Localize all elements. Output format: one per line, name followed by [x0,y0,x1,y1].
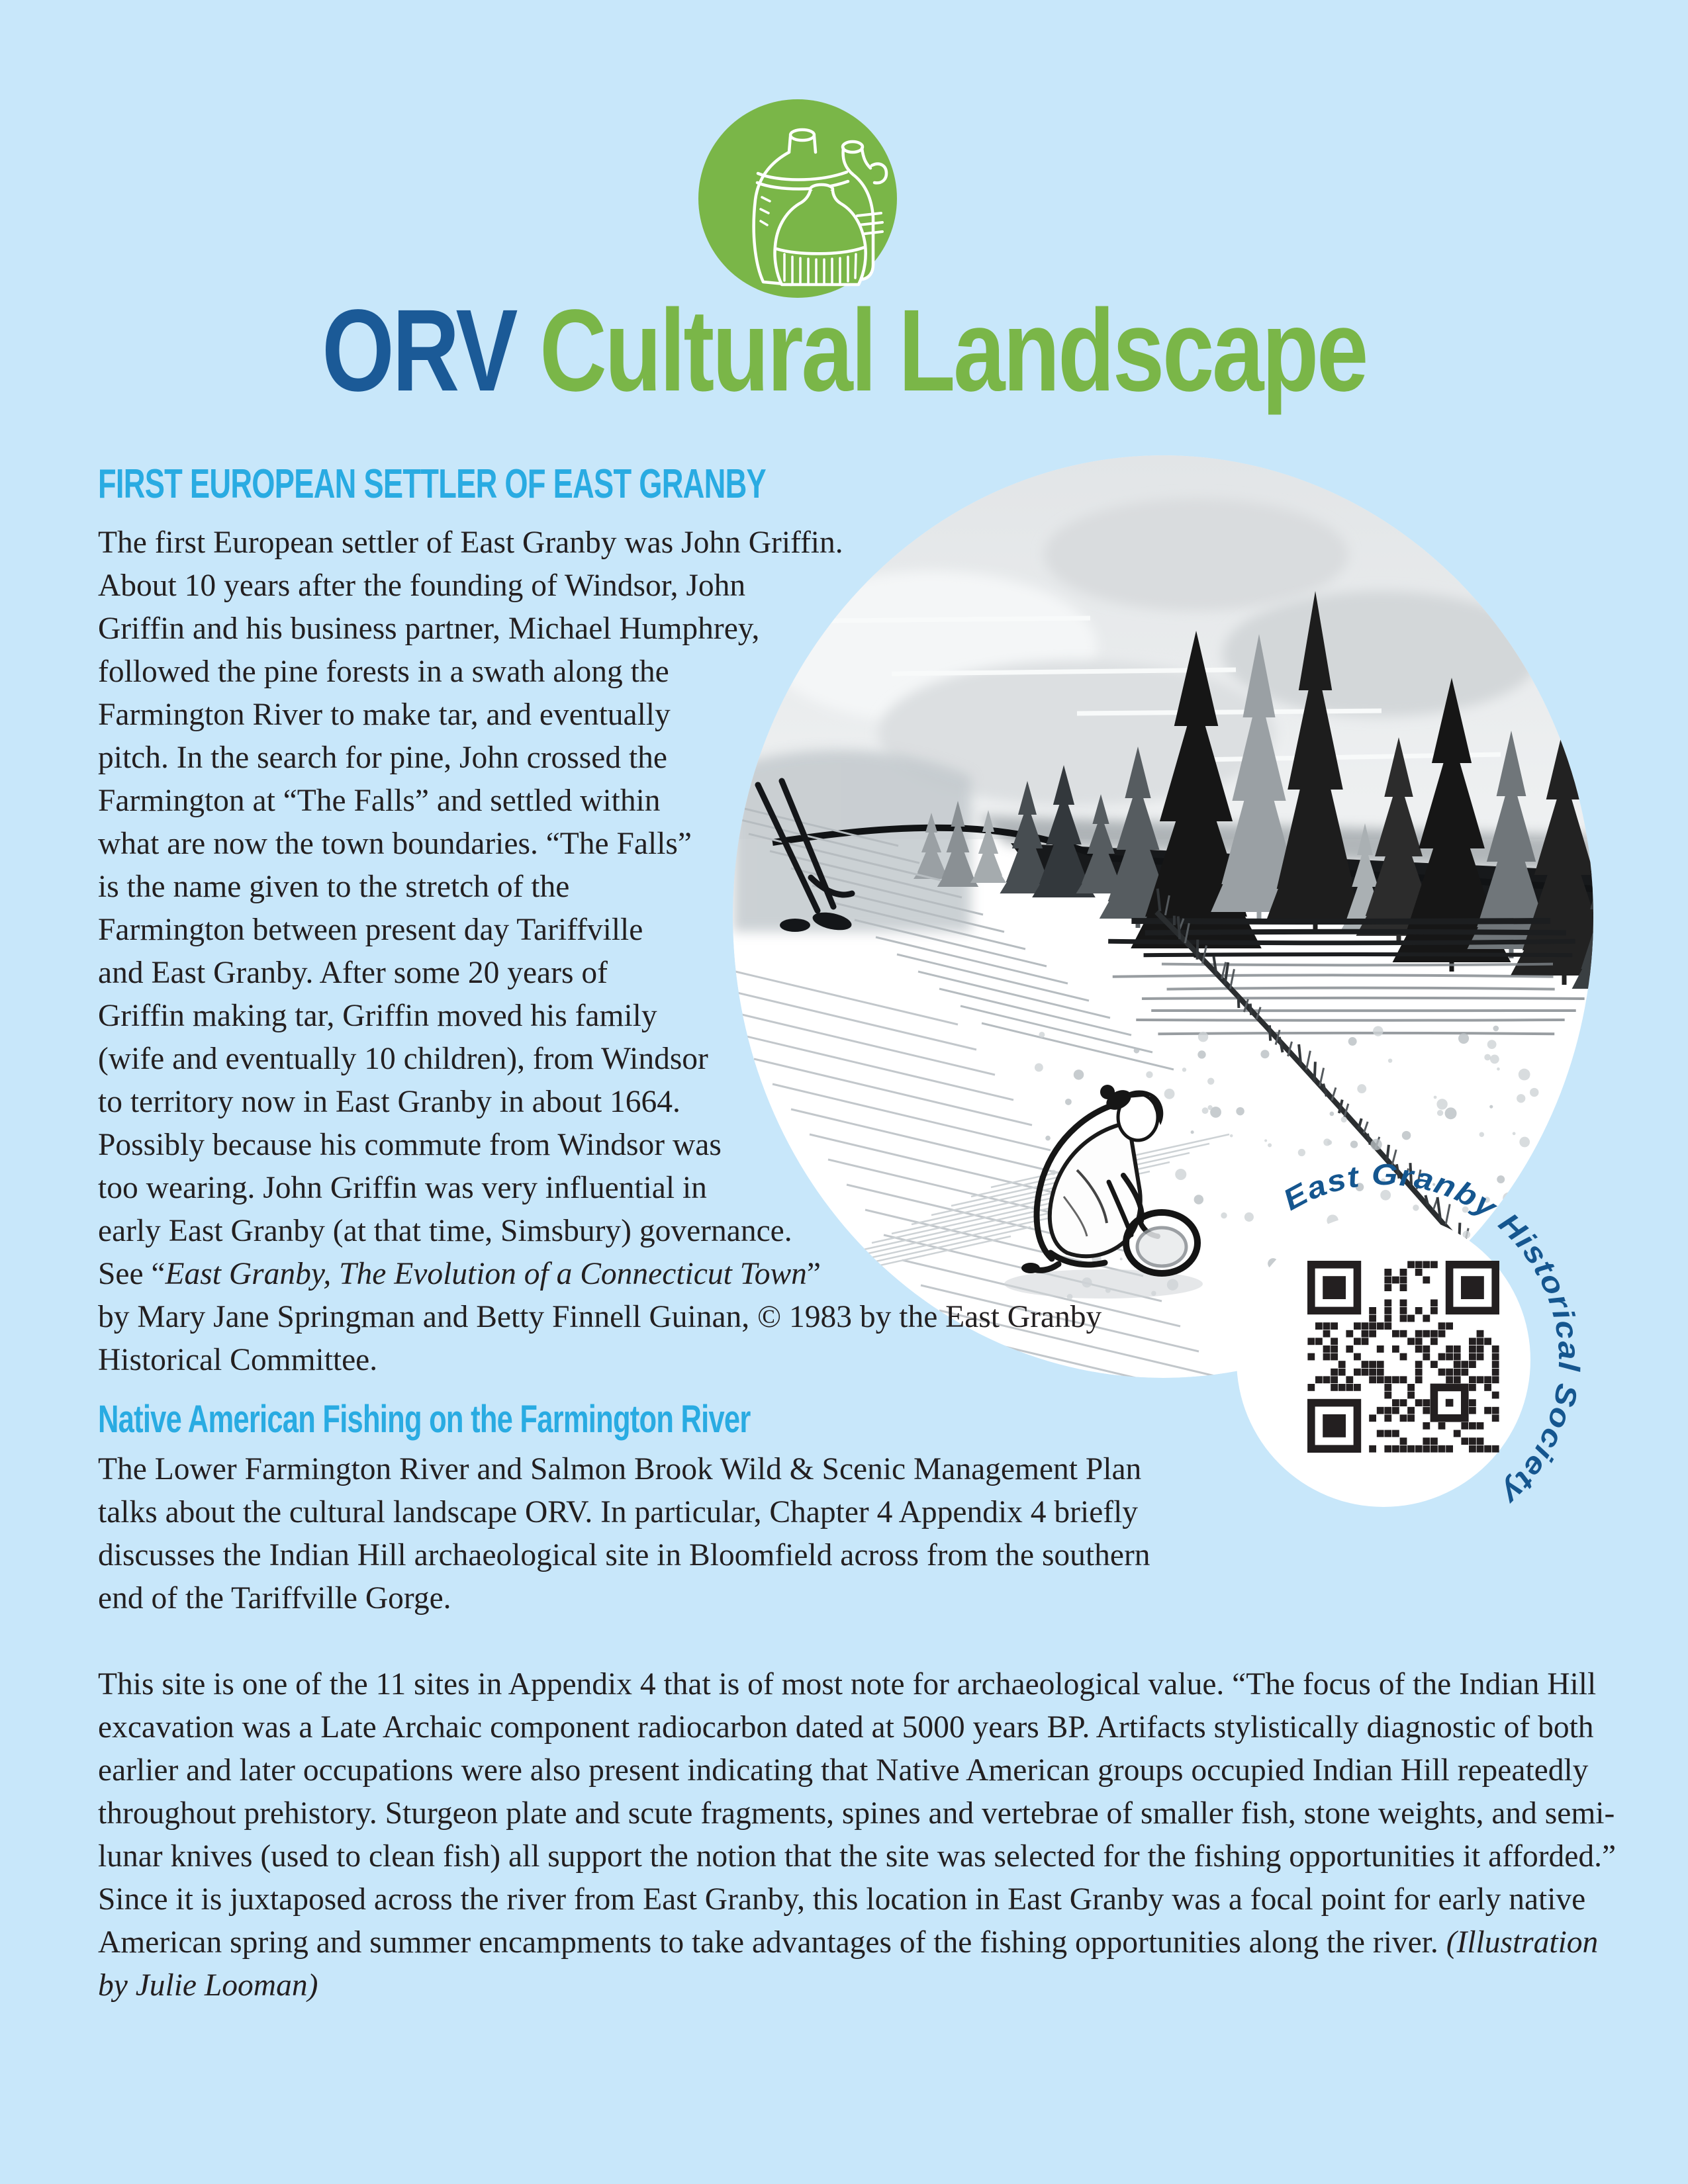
paragraph-text: The first European settler of East Granby was John Griffin. About 10 years after the founding of Windsor, John Griffin and his business partner, Michael Humphrey, followed the pine forests in a swath along the Farmington River to make tar, and eventually pitch. In the search for pine, John crossed the Farmington at “The Falls” and settled within what are now the town boundaries. “The Falls” is the name given to the stretch of the Farmington between present day Tariffville and East Granby. After some 20 years of Griffin making tar, Griffin moved his family (wife and eventually 10 children), from Windsor to territory now in East Granby in about 1664. Possibly because his commute from Windsor was too wearing. John Griffin was very influential in early East Granby (at that time, Simsbury) governance. See “ [98,525,843,1291]
main-content [98,463,1620,2007]
paragraph-text: ” by Mary Jane Springman and Betty Finnell Guinan, © 1983 by the East Granby Historical Committee. [98,1257,1102,1377]
page-title [0,286,1688,416]
section-heading-native-american-fishing: Native American Fishing on the Farmington River [98,1398,751,1441]
illustration-text-wrap-spacer [694,463,1620,1260]
section-heading-first-european-settler: FIRST EUROPEAN SETTLER OF EAST GRANBY [98,461,767,507]
paragraph-management-plan: The Lower Farmington River and Salmon Brook Wild & Scenic Management Plan talks about the cultural landscape ORV. In particular, Chapter 4 Appendix 4 briefly discusses the Indian Hill archaeological site in Bloomfield across from the southern end of the Tariffville Gorge. [98,1452,1150,1615]
qr-text-wrap-spacer [1197,1260,1620,1565]
paragraph-text: This site is one of the 11 sites in Appendix 4 that is of most note for archaeological value. “The focus of the Indian Hill excavation was a Late Archaic component radiocarbon dated at 5000 years BP. Artifacts stylistically diagnostic of both earlier and later occupations were also present indicating that Native American groups occupied Indian Hill repeatedly throughout prehistory. Sturgeon plate and scute fragments, spines and vertebrae of smaller fish, stone weights, and semi-lunar knives (used to clean fish) all support the notion that the site was selected for the fishing opportunities it afforded.” Since it is juxtaposed across the river from East Granby, this location in East Granby was a focal point for early native American spring and summer encampments to take advantages of the fishing opportunities along the river. [98,1667,1617,1960]
title-rest: Cultural Landscape [516,286,1366,416]
paragraph-indian-hill-site [98,1663,1620,2007]
book-title-italic: East Granby, The Evolution of a Connecticut Town [165,1257,807,1291]
illustration-credit-italic: (Illustration by Julie Looman) [98,1925,1599,2003]
title-orv: ORV [322,286,516,416]
pottery-jugs-icon [692,91,904,303]
qr-curved-label: East Granby Historical Society [1277,1157,1587,1510]
